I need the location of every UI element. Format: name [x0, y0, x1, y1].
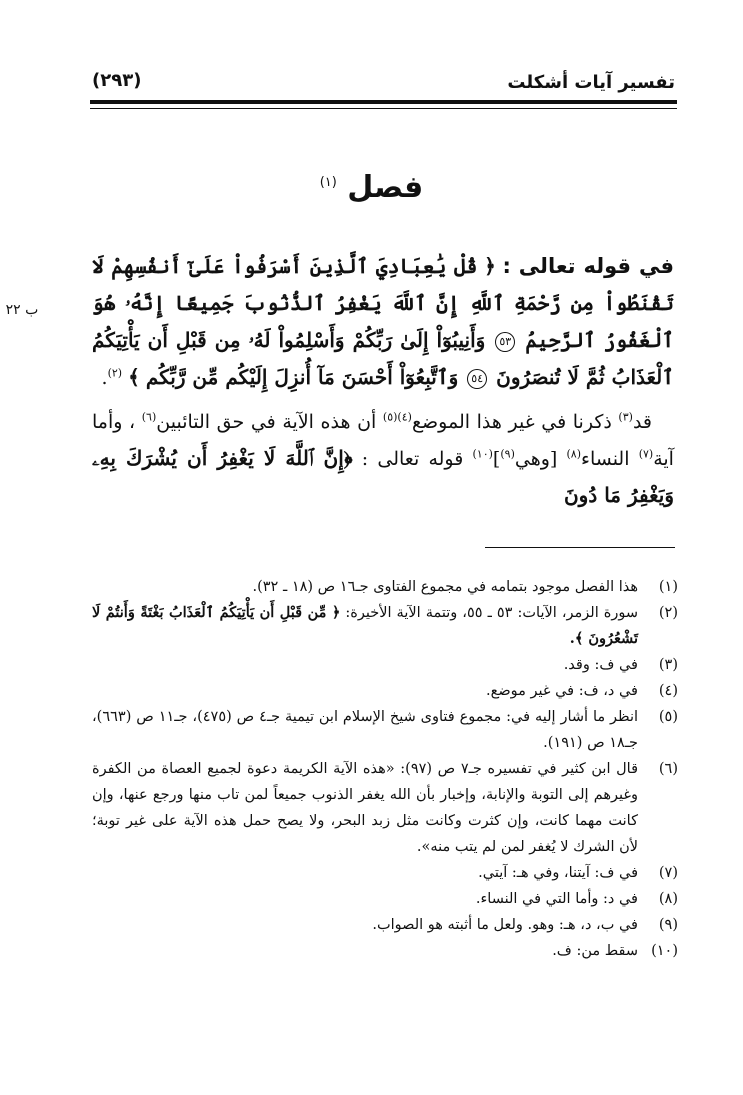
footnote: [92, 912, 678, 938]
footnote-number: (٥): [658, 709, 678, 725]
text-run: ، وأما آية: [92, 411, 674, 470]
footnote-number: (١٠): [651, 943, 678, 959]
footnote-separator: [485, 547, 675, 548]
footnote-number: (٨): [658, 891, 678, 907]
footnote: [92, 574, 678, 600]
page-header: [92, 68, 675, 96]
footnote-ref: (١): [319, 175, 337, 190]
quran-verse-55: وَٱتَّبِعُوٓاْ أَحْسَنَ مَآ أُنزِلَ إِلَيْكُم مِّن رَّبِّكُم: [145, 365, 459, 389]
footnotes: [92, 574, 678, 964]
footnote-number: (٧): [658, 865, 678, 881]
main-text: [92, 248, 674, 514]
intro-phrase: في قوله تعالى :: [502, 254, 674, 278]
section-title: [0, 170, 743, 205]
quran-verse-54: وَأَنِيبُوٓاْ إِلَىٰ رَبِّكُمْ وَأَسْلِمُواْ لَهُۥ مِن قَبْلِ أَن يَأْتِيَكُمُ ٱلْعَذَابُ ثُمَّ لَا تُنصَرُونَ: [92, 328, 674, 389]
footnote-text: سورة الزمر، الآيات: ٥٣ ـ ٥٥، وتتمة الآية الأخيرة:: [345, 605, 639, 621]
footnote: [92, 886, 678, 912]
footnote-quran: ﴿ مِّن قَبْلِ أَن يَأْتِيَكُمُ ٱلْعَذَابُ بَغْتَةً وَأَنتُمْ لَا تَشْعُرُونَ ﴾.: [92, 604, 638, 647]
quran-bracket-close: ﴾: [128, 365, 140, 389]
footnote: [92, 860, 678, 886]
footnote-text: في ف: وقد.: [563, 657, 638, 673]
header-rule: [90, 100, 677, 104]
footnote-ref: (٨): [566, 447, 582, 461]
footnote-ref: (٥): [382, 410, 398, 424]
footnote-ref: (٧): [638, 447, 654, 461]
footnote-text: في ف: آيتنا، وفي هـ: آيتي.: [478, 865, 638, 881]
footnote-number: (٣): [658, 657, 678, 673]
margin-folio-note: ب ٢٢: [5, 302, 39, 318]
page-number: (٢٩٣): [92, 70, 142, 91]
footnote-number: (٤): [658, 683, 678, 699]
footnote-number: (٢): [658, 605, 678, 621]
footnote-text: قال ابن كثير في تفسيره جـ٧ ص (٩٧): «هذه الآية الكريمة دعوة لجميع العصاة من الكفرة وغيرهم إلى التوبة والإنابة، وإخبار بأن الله يغفر الذنوب جميعاً لمن تاب منها ورجع عنها، وإن كانت مهما كانت، وإن كثرت وكانت مثل زبد البحر، ولا يصح حمل هذه الآية على غير توبة؛ لأن الشرك لا يُغفر لمن لم يتب منه».: [92, 761, 638, 855]
ayah-number-53: ٥٣: [495, 332, 515, 352]
footnote-ref: (٤): [397, 410, 412, 424]
footnote: [92, 678, 678, 704]
footnote-text: في د، ف: في غير موضع.: [486, 683, 638, 699]
footnote-ref: (٦): [141, 410, 157, 424]
footnote: [92, 600, 678, 652]
footnote-text: في ب، د، هـ: وهو. ولعل ما أثبته هو الصواب.: [372, 917, 638, 933]
text-run: [وهي: [514, 448, 558, 470]
footnote-text: هذا الفصل موجود بتمامه في مجموع الفتاوى جـ١٦ ص (١٨ ـ ٣٢).: [252, 579, 638, 595]
header-rule-thin: [90, 108, 677, 109]
section-title-text: فصل: [347, 170, 424, 205]
paragraph-1: في قوله تعالى : ﴿ قُلْ يَٰعِبَادِيَ ٱلَّذِينَ أَسْرَفُواْ عَلَىٰٓ أَنفُسِهِمْ لَا تَقْنَطُواْ مِن رَّحْمَةِ ٱللَّهِ إِنَّ ٱللَّهَ يَغْفِرُ ٱلذُّنُوبَ جَمِيعًا إِنَّهُۥ هُوَ ٱلْغَفُورُ ٱلرَّحِيمُ ٥٣ وَأَنِيبُوٓاْ إِلَىٰ رَبِّكُمْ وَأَسْلِمُواْ لَهُۥ مِن قَبْلِ أَن يَأْتِيَكُمُ ٱلْعَذَابُ ثُمَّ لَا تُنصَرُونَ ٥٤ وَٱتَّبِعُوٓاْ أَحْسَنَ مَآ أُنزِلَ إِلَيْكُم مِّن رَّبِّكُم ﴾ $^{(٢)}$.: [92, 254, 674, 389]
footnote-text-group: [92, 600, 638, 652]
footnote-number: (٦): [658, 761, 678, 777]
text-run: أن هذه الآية في حق التائبين: [156, 411, 377, 433]
quran-verse-53: قُلْ يَٰعِبَادِيَ ٱلَّذِينَ أَسْرَفُواْ عَلَىٰٓ أَنفُسِهِمْ لَا تَقْنَطُواْ مِن رَّحْمَةِ ٱللَّهِ إِنَّ ٱللَّهَ يَغْفِرُ ٱلذُّنُوبَ جَمِيعًا إِنَّهُۥ هُوَ ٱلْغَفُورُ ٱلرَّحِيمُ: [92, 254, 674, 352]
footnote-number: (٩): [658, 917, 678, 933]
footnote: [92, 652, 678, 678]
footnote-text: انظر ما أشار إليه في: مجموع فتاوى شيخ الإسلام ابن تيمية جـ٤ ص (٤٧٥)، جـ١١ ص (٦٦٣)، جـ١٨ ص (١٩١).: [92, 709, 639, 751]
text-run: النساء: [581, 448, 630, 470]
footnote-text: سقط من: ف.: [552, 943, 638, 959]
running-title: تفسير آيات أشكلت: [507, 72, 675, 93]
footnote: [92, 938, 678, 964]
footnote-ref: (٣): [618, 410, 633, 424]
text-run: ]: [492, 448, 501, 470]
ayah-number-54: ٥٤: [467, 369, 487, 389]
footnote: [92, 704, 678, 756]
quran-verse-nisa: ﴿إِنَّ ٱللَّهَ لَا يَغْفِرُ أَن يُشْرَكَ بِهِۦ وَيَغْفِرُ مَا دُونَ: [92, 446, 674, 507]
footnote-ref: (٢): [107, 366, 123, 380]
paragraph-2: [92, 404, 674, 514]
footnote: [92, 756, 678, 860]
text-run: قد: [632, 411, 652, 433]
text-run: قوله تعالى :: [361, 448, 464, 470]
footnote-number: (١): [658, 579, 678, 595]
footnote-ref: (١٠): [472, 447, 493, 461]
footnote-text: في د: وأما التي في النساء.: [475, 891, 638, 907]
text-run: ذكرنا في غير هذا الموضع: [411, 411, 612, 433]
footnote-ref: (٩): [500, 447, 515, 461]
quran-bracket-open: ﴿: [484, 254, 496, 278]
